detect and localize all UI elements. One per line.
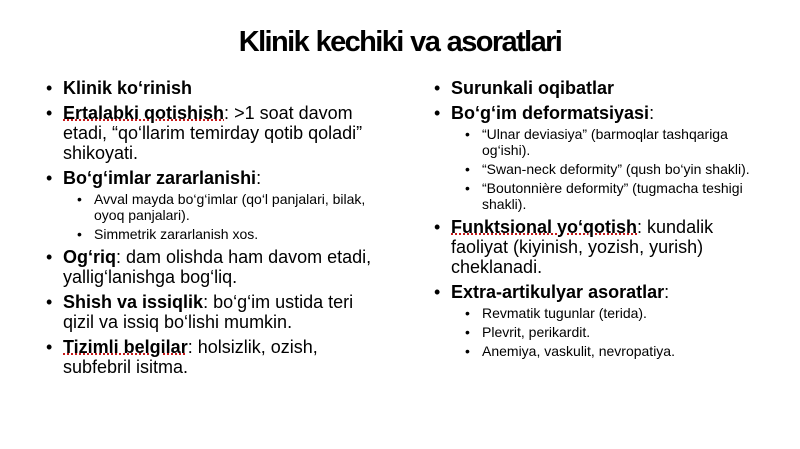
item-sep: : [187,337,193,357]
list-item [434,78,764,98]
bullet-icon: • [46,292,53,312]
sub-list-item [465,305,764,321]
sub-list [451,126,764,212]
item-sep: : [116,247,122,267]
sub-item-text: Plevrit, perikardit. [482,324,591,340]
list-item [434,217,764,277]
item-heading: Funktsional yo‘qotish [451,217,638,237]
sub-list-item [465,324,764,340]
sub-item-text: Revmatik tugunlar (terida). [482,305,647,321]
item-heading: Og‘riq [63,247,116,267]
item-heading: Extra-artikulyar asoratlar [451,282,665,302]
sub-list-item [77,226,386,242]
bullet-icon: • [465,305,470,321]
item-heading: Bo‘g‘imlar zararlanishi [63,168,257,188]
right-bullet-list [434,78,764,359]
sub-list-item [465,180,764,212]
sub-list [63,191,386,242]
item-heading: Surunkali oqibatlar [451,78,615,98]
bullet-icon: • [465,161,470,177]
sub-list [451,305,764,359]
list-item [46,337,386,377]
item-sep: : [637,217,643,237]
item-text: dam olishda ham davom etadi, yallig‘lanishga bog‘liq. [63,247,372,287]
item-text: holsizlik, ozish, subfebril isitma. [63,337,318,377]
sub-item-text: “Ulnar deviasiya” (barmoqlar tashqariga og‘ishi). [482,126,728,158]
bullet-icon: • [77,191,82,207]
left-bullet-list [46,78,386,377]
sub-item-text: Simmetrik zararlanish xos. [94,226,259,242]
item-sep: : [256,168,262,188]
sub-list-item [465,126,764,158]
item-sep: : [649,103,655,123]
item-heading: Ertalabki qotishish [63,103,225,123]
bullet-icon: • [465,324,470,340]
sub-list-item [465,161,764,177]
bullet-icon: • [46,78,53,98]
list-item [434,103,764,212]
item-sep: : [203,292,209,312]
left-column [46,78,386,382]
item-sep: : [664,282,670,302]
bullet-icon: • [434,217,441,237]
slide-title: Klinik kechiki va asoratlari [238,26,562,58]
sub-item-text: Avval mayda bo‘g‘imlar (qo‘l panjalari, bilak, oyoq panjalari). [94,191,366,223]
item-heading: Tizimli belgilar [63,337,188,357]
list-item [434,282,764,359]
list-item [46,168,386,242]
bullet-icon: • [46,247,53,267]
bullet-icon: • [434,103,441,123]
bullet-icon: • [46,168,53,188]
bullet-icon: • [434,78,441,98]
item-text: >1 soat davom etadi, “qo‘llarim temirday qotib qoladi” shikoyati. [63,103,363,163]
list-item [46,247,386,287]
sub-list-item [77,191,386,223]
bullet-icon: • [46,337,53,357]
list-item [46,292,386,332]
item-heading: Shish va issiqlik [63,292,204,312]
item-heading: Bo‘g‘im deformatsiyasi [451,103,650,123]
sub-item-text: “Swan-neck deformity” (qush bo‘yin shakli). [482,161,750,177]
list-item [46,78,386,98]
item-sep: : [224,103,230,123]
sub-item-text: “Boutonnière deformity” (tugmacha teshigi shakli). [482,180,743,212]
bullet-icon: • [465,126,470,142]
bullet-icon: • [46,103,53,123]
bullet-icon: • [77,226,82,242]
right-column [434,78,764,364]
item-text: bo‘g‘im ustida teri qizil va issiq bo‘lishi mumkin. [63,292,354,332]
sub-item-text: Anemiya, vaskulit, nevropatiya. [482,343,675,359]
item-text: kundalik faoliyat (kiyinish, yozish, yurish) cheklanadi. [451,217,714,277]
bullet-icon: • [465,343,470,359]
item-heading: Klinik ko‘rinish [63,78,193,98]
bullet-icon: • [434,282,441,302]
sub-list-item [465,343,764,359]
bullet-icon: • [465,180,470,196]
list-item [46,103,386,163]
